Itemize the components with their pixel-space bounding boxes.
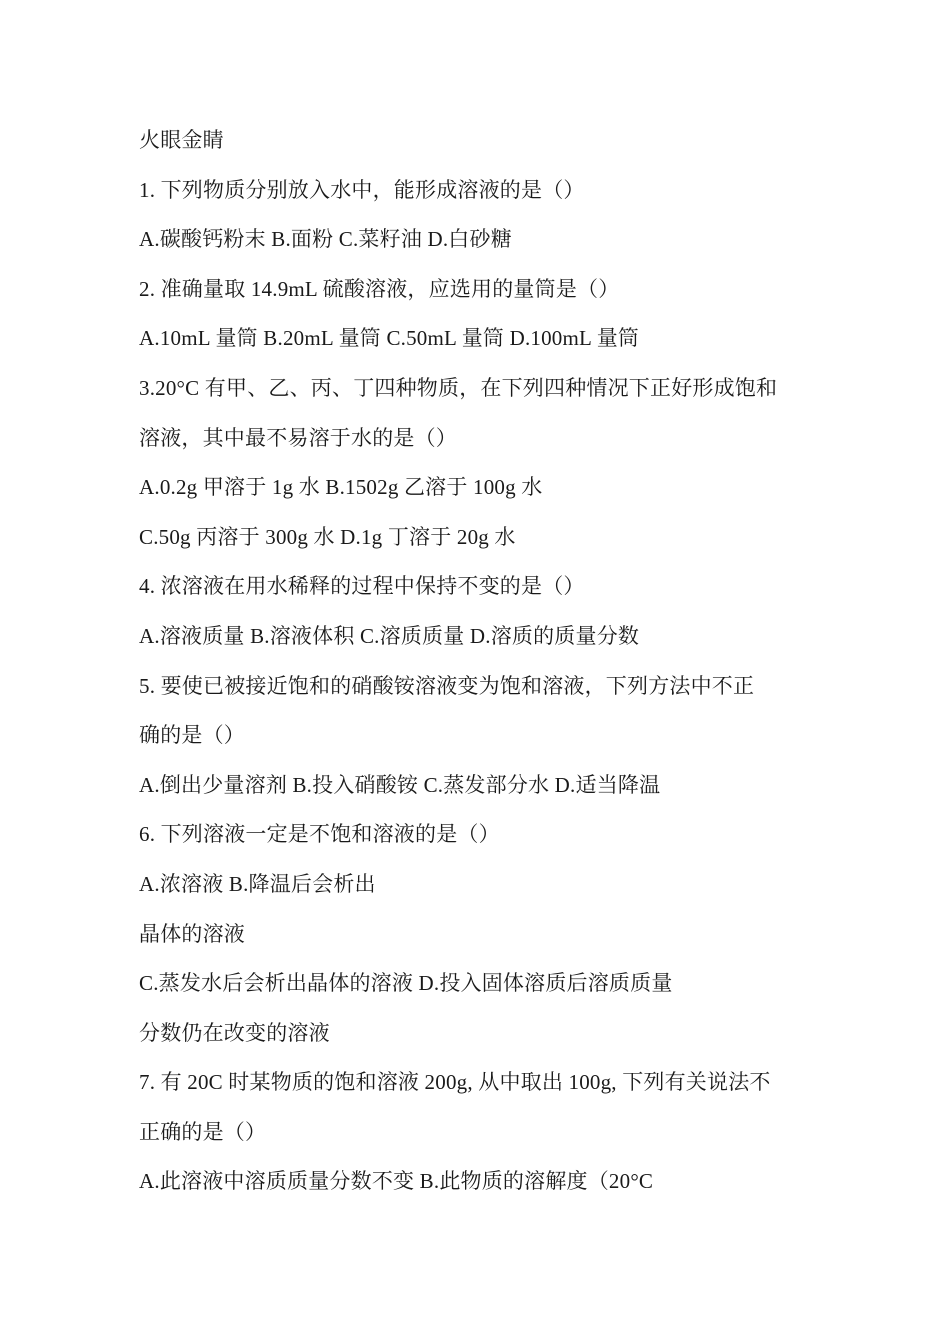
question-6-options-ab: A.浓溶液 B.降温后会析出: [139, 871, 376, 896]
question-5: 5. 要使已被接近饱和的硝酸铵溶液变为饱和溶液，下列方法中不正: [139, 673, 755, 698]
question-5-continued: 确的是（）: [139, 723, 245, 748]
question-6: 6. 下列溶液一定是不饱和溶液的是（）: [139, 822, 500, 847]
question-1-options: A.碳酸钙粉末 B.面粉 C.菜籽油 D.白砂糖: [139, 227, 512, 252]
question-7: 7. 有 20C 时某物质的饱和溶液 200g, 从中取出 100g, 下列有关说法不: [139, 1070, 771, 1095]
question-4: 4. 浓溶液在用水稀释的过程中保持不变的是（）: [139, 574, 585, 599]
question-5-options: A.倒出少量溶剂 B.投入硝酸铵 C.蒸发部分水 D.适当降温: [139, 772, 661, 797]
question-3-continued: 溶液，其中最不易溶于水的是（）: [139, 425, 457, 450]
question-2-options: A.10mL 量筒 B.20mL 量筒 C.50mL 量筒 D.100mL 量筒: [139, 326, 640, 351]
section-title: 火眼金睛: [139, 128, 224, 152]
question-7-continued: 正确的是（）: [139, 1119, 267, 1144]
question-6-option-b-continued: 晶体的溶液: [139, 921, 245, 946]
question-3: 3.20°C 有甲、乙、丙、丁四种物质，在下列四种情况下正好形成饱和: [139, 375, 778, 400]
question-2: 2. 准确量取 14.9mL 硫酸溶液，应选用的量筒是（）: [139, 276, 620, 301]
question-3-options-cd: C.50g 丙溶于 300g 水 D.1g 丁溶于 20g 水: [139, 524, 516, 549]
question-3-options-ab: A.0.2g 甲溶于 1g 水 B.1502g 乙溶于 100g 水: [139, 475, 543, 500]
question-7-options-ab: A.此溶液中溶质质量分数不变 B.此物质的溶解度（20°C: [139, 1169, 654, 1194]
question-6-options-cd: C.蒸发水后会析出晶体的溶液 D.投入固体溶质后溶质质量: [139, 971, 673, 996]
question-6-option-d-continued: 分数仍在改变的溶液: [139, 1020, 330, 1045]
question-1: 1. 下列物质分别放入水中，能形成溶液的是（）: [139, 177, 585, 202]
document-body: [139, 116, 829, 1207]
question-4-options: A.溶液质量 B.溶液体积 C.溶质质量 D.溶质的质量分数: [139, 623, 640, 648]
